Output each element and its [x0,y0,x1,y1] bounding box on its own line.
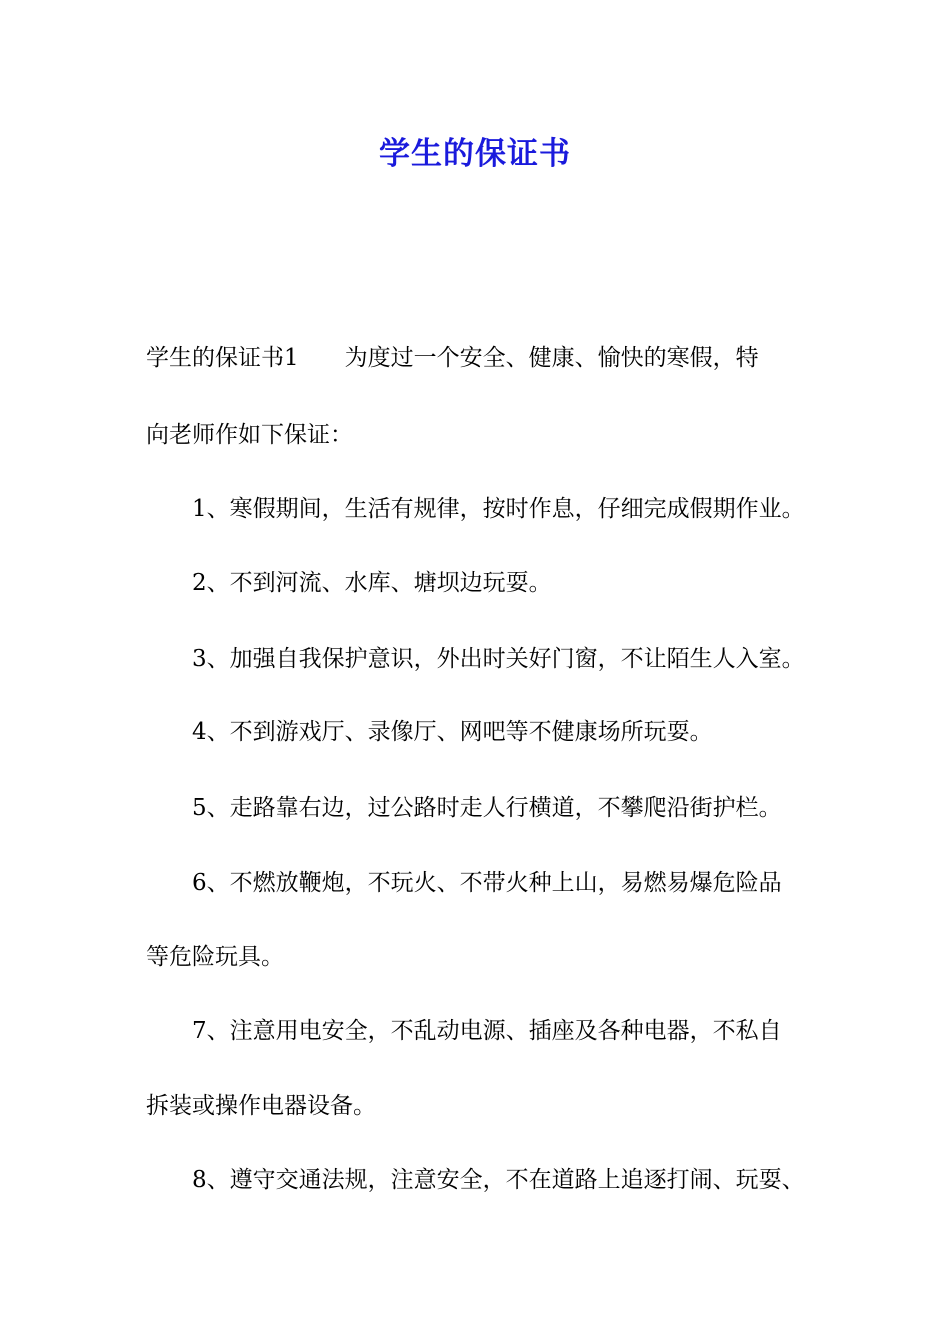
item-8-line-1: 8、遵守交通法规，注意安全，不在道路上追逐打闹、玩耍、 [192,1167,805,1193]
item-4-line-1: 4、不到游戏厅、录像厅、网吧等不健康场所玩耍。 [192,719,713,745]
intro-text-line-1: 为度过一个安全、健康、愉快的寒假，特 [344,345,759,371]
item-7-line-1: 7、注意用电安全，不乱动电源、插座及各种电器，不私自 [192,1018,782,1044]
item-2-line-1: 2、不到河流、水库、塘坝边玩耍。 [192,570,552,596]
item-6-line-2: 等危险玩具。 [146,944,284,970]
intro-heading: 学生的保证书1 [146,345,299,371]
item-6-line-1: 6、不燃放鞭炮，不玩火、不带火种上山，易燃易爆危险品 [192,870,782,896]
item-7-line-2: 拆装或操作电器设备。 [146,1093,376,1119]
item-1-line-1: 1、寒假期间，生活有规律，按时作息，仔细完成假期作业。 [192,496,805,522]
item-3-line-1: 3、加强自我保护意识，外出时关好门窗，不让陌生人入室。 [192,646,805,672]
page-title: 学生的保证书 [379,136,571,172]
intro-line-1 [146,343,826,373]
item-5-line-1: 5、走路靠右边，过公路时走人行横道，不攀爬沿街护栏。 [192,795,782,821]
intro-text-line-2: 向老师作如下保证： [146,422,353,448]
